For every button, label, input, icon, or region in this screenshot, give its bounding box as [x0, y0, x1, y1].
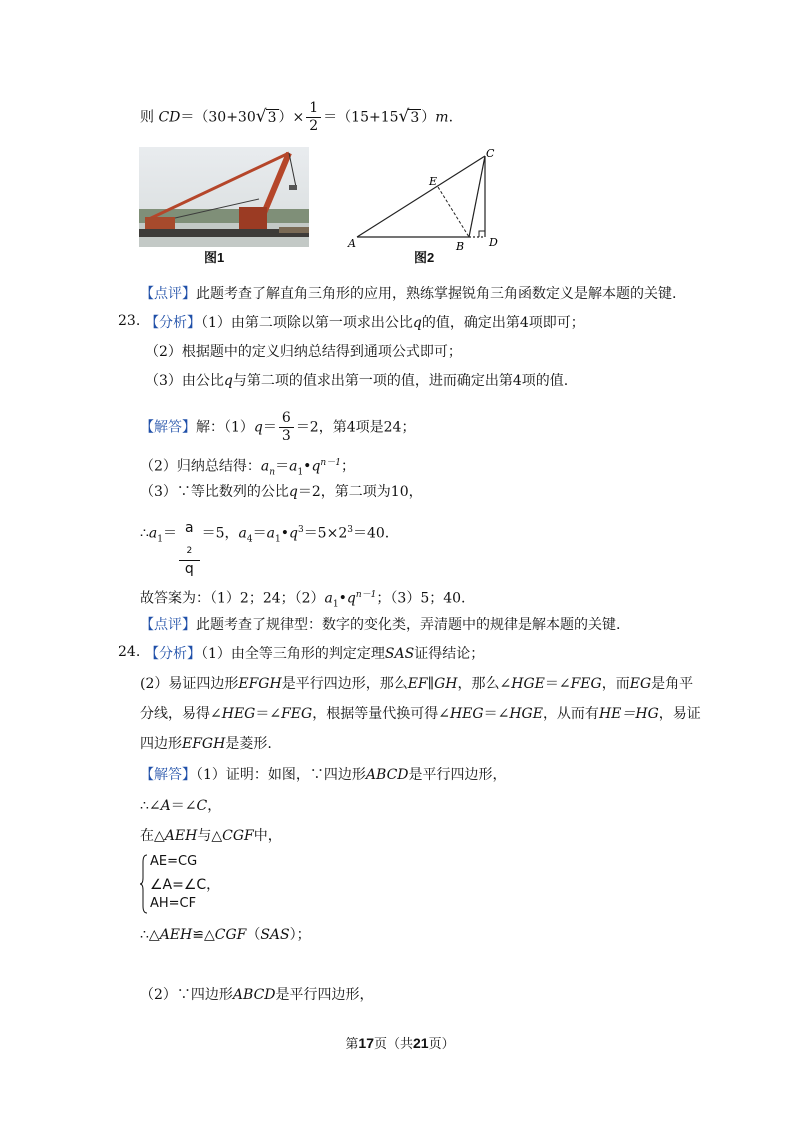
system-line-2: ∠A=∠C， — [150, 877, 221, 893]
cd-calculation-line: 则 CD＝（30+30√3 ）× $\frac{1}{2}$ ＝（15+15√3 ）m. — [140, 100, 454, 134]
question-23-number: 23. — [118, 313, 141, 329]
q24-solution-3: 在△AEH与△CGF中， — [140, 828, 282, 844]
point-b-label: B — [456, 240, 465, 253]
q23-solution-1: 【解答】解：（1）q＝ $\frac{6}{3}$ ＝2，第4项是24； — [140, 410, 416, 444]
point-c-label: C — [486, 147, 495, 160]
q23-solution-2: （2）归纳总结得：$a_n=a_1•q^{n-1}$； — [140, 458, 355, 478]
q23-analysis-2: （2）根据题中的定义归纳总结得到通项公式即可； — [145, 344, 462, 360]
q24-solution-1: 【解答】（1）证明：如图，∵四边形ABCD是平行四边形， — [140, 767, 507, 783]
q24-analysis-1: 【分析】（1）由全等三角形的判定定理SAS证得结论； — [145, 646, 485, 662]
q22-comment: 【点评】此题考查了解直角三角形的应用，熟练掌握锐角三角函数定义是解本题的关键. — [140, 286, 677, 302]
equation-system-brace — [140, 854, 148, 914]
system-line-1: AE=CG — [150, 854, 198, 869]
q23-solution-3: （3）∵等比数列的公比q＝2，第二项为10， — [140, 484, 423, 500]
point-e-label: E — [429, 175, 438, 188]
q23-analysis-3: （3）由公比q与第二项的值求出第一项的值，进而确定出第4项的值. — [145, 373, 569, 389]
q24-solution-5: （2）∵四边形ABCD是平行四边形， — [140, 987, 374, 1003]
figure-2-caption: 图2 — [414, 250, 435, 265]
point-d-label: D — [489, 236, 498, 249]
q23-comment: 【点评】此题考查了规律型：数字的变化类，弄清题中的规律是解本题的关键. — [140, 617, 621, 633]
fraction: $\frac{1}{2}$ — [306, 100, 321, 135]
question-24-number: 24. — [118, 644, 141, 660]
q24-analysis-2-line-3: 四边形EFGH是菱形. — [140, 736, 272, 752]
q23-solution-4: $\therefore a_1=$ a $_2$ q ＝5，$a_4=a_1•q^3=5\times 2^3=40$. — [140, 520, 390, 577]
a1-fraction: a $_2$ q — [179, 520, 200, 578]
figure-1-caption: 图1 — [204, 250, 225, 265]
q23-analysis-1: 【分析】（1）由第二项除以第一项求出公比q的值，确定出第4项即可； — [145, 315, 585, 331]
crane-photo — [139, 147, 309, 247]
q24-solution-2: ∴∠A＝∠C， — [140, 798, 222, 814]
q24-analysis-2-line-2: 分线，易得∠HEG＝∠FEG，根据等量代换可得∠HEG＝∠HGE，从而有HE＝HG，易证 — [140, 706, 701, 722]
q24-analysis-2-line-1: (2）易证四边形EFGH是平行四边形，那么EF∥GH，那么∠HGE＝∠FEG，而EG是角平 — [140, 676, 694, 692]
ratio-fraction: $\frac{6}{3}$ — [279, 410, 294, 445]
page-footer: 第17页（共21页） — [345, 1035, 455, 1052]
q24-solution-4: ∴△AEH≌△CGF（SAS）； — [140, 927, 311, 943]
system-line-3: AH=CF — [150, 896, 197, 911]
point-a-label: A — [348, 237, 356, 250]
q23-answer: 故答案为：（1）2；24；$(2)a_1•q^{n-1}$；（3）5；40. — [140, 590, 466, 610]
